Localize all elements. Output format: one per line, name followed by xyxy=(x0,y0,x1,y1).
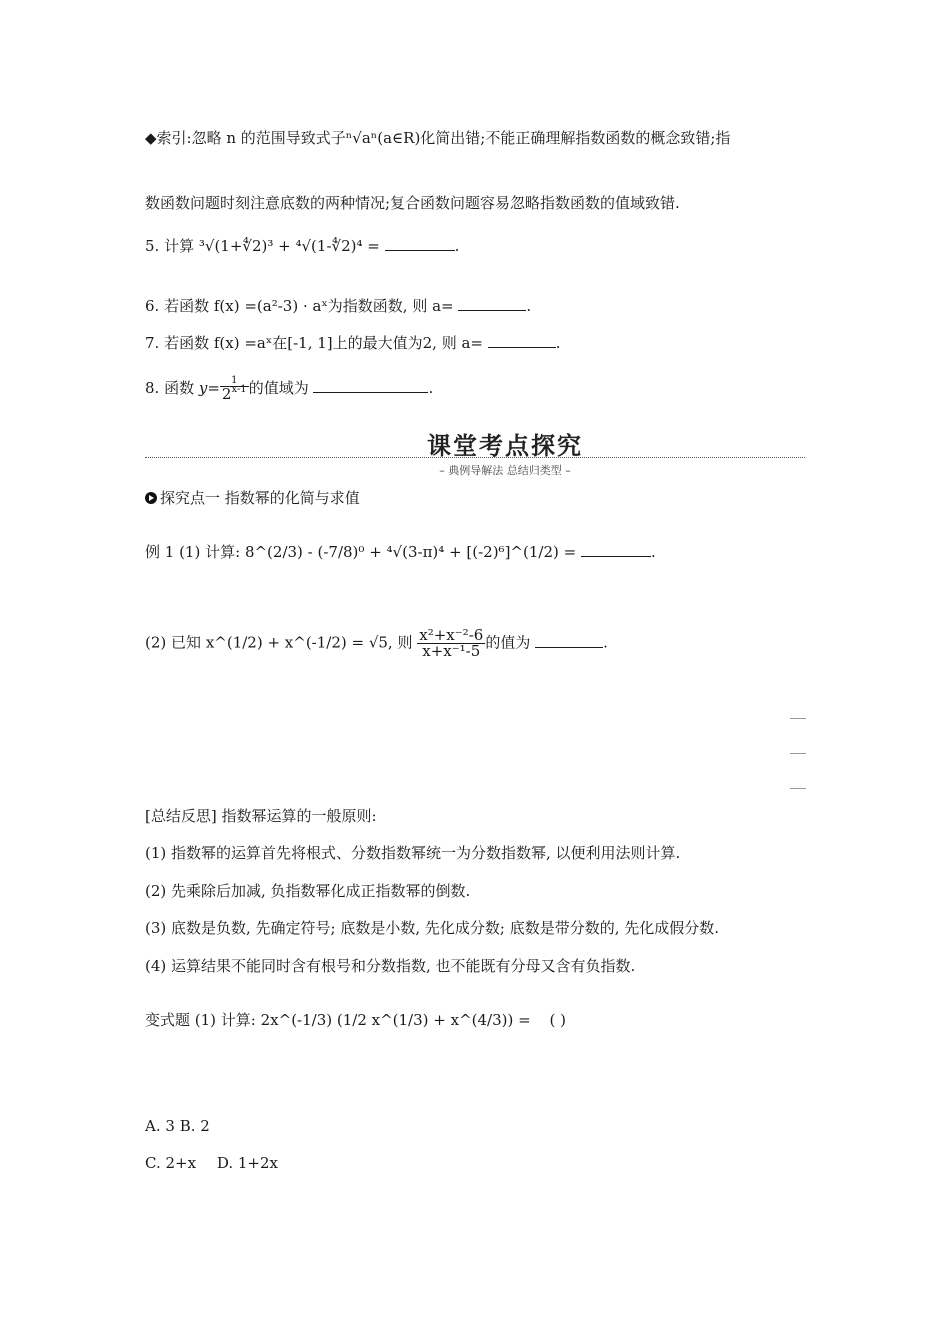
answer-blank xyxy=(458,296,526,311)
answer-blank xyxy=(535,633,603,648)
question-8-label: 8. 函数 xyxy=(145,379,195,397)
margin-mark xyxy=(790,788,806,789)
question-7-label: 7. 若函数 xyxy=(145,334,210,352)
section-title: 课堂考点探究 xyxy=(427,432,583,460)
summary-item: (1) 指数幂的运算首先将根式、分数指数幂统一为分数指数幂, 以便利用法则计算. xyxy=(145,844,681,862)
example-1-part-2-label: (2) 已知 xyxy=(145,633,202,652)
explore-point-1-label: 探究点一 指数幂的化简与求值 xyxy=(160,489,360,507)
answer-parentheses: ( ) xyxy=(549,1011,566,1029)
option-d: D. 1+2x xyxy=(216,1154,278,1172)
example-1-part-1: 例 1 (1) 计算: 8^(2/3) - (-7/8)⁰ + ⁴√(3-π)⁴ + [(-2)⁶]^(1/2) = . xyxy=(145,543,656,561)
margin-mark xyxy=(790,718,806,719)
variant-label: 变式题 (1) 计算: xyxy=(145,1011,256,1029)
fraction-denominator xyxy=(220,384,249,403)
play-marker-icon xyxy=(145,492,157,504)
example-1-part-2-tail: 的值为 xyxy=(485,633,531,652)
fraction-numerator: x²+x⁻²-6 xyxy=(419,626,484,644)
answer-blank xyxy=(313,378,428,393)
option-b: B. 2 xyxy=(179,1117,210,1135)
question-8: 8. 函数 y= $\frac{1}{2^{x-1}}$ 的值域为 . xyxy=(145,375,434,403)
summary-item: (3) 底数是负数, 先确定符号; 底数是小数, 先化成分数; 底数是带分数的, 先化成假分数. xyxy=(145,919,720,937)
option-a: A. 3 xyxy=(145,1117,175,1135)
question-6: 6. 若函数 f(x) =(a²-3) · aˣ为指数函数, 则 a= . xyxy=(145,297,532,315)
answer-blank xyxy=(488,333,556,348)
question-5-label: 5. 计算 xyxy=(145,237,195,255)
answer-blank xyxy=(385,236,455,251)
example-1-label: 例 1 (1) 计算: xyxy=(145,543,241,561)
question-8-fraction xyxy=(220,376,249,402)
summary-item: (2) 先乘除后加减, 负指数幂化成正指数幂的倒数. xyxy=(145,882,471,900)
margin-mark xyxy=(790,753,806,754)
example-1-expr: 8^(2/3) - (-7/8)⁰ + ⁴√(3-π)⁴ + [(-2)⁶]^(1/2) = xyxy=(244,543,577,561)
section-subtitle: – 典例导解法 总结归类型 – xyxy=(439,464,571,477)
summary-title: [总结反思] 指数幂运算的一般原则: xyxy=(145,807,377,825)
question-7: 7. 若函数 f(x) =aˣ在[-1, 1]上的最大值为2, 则 a= . xyxy=(145,334,561,352)
index-note-line2: 数函数问题时刻注意底数的两种情况;复合函数问题容易忽略指数函数的值域致错. xyxy=(145,194,680,212)
question-8-lhs: y= xyxy=(198,379,220,397)
answer-blank xyxy=(581,542,651,557)
question-5-expr: ³√(1+∜2)³ + ⁴√(1-∜2)⁴ = xyxy=(198,237,380,255)
question-7-expr: f(x) =aˣ在[-1, 1]上的最大值为2, 则 a= xyxy=(213,334,483,352)
example-1-part-2-condition: x^(1/2) + x^(-1/2) = √5, 则 xyxy=(205,633,413,652)
question-6-expr: f(x) =(a²-3) · aˣ为指数函数, 则 a= xyxy=(213,297,454,315)
question-6-label: 6. 若函数 xyxy=(145,297,210,315)
fraction-numerator: 1 xyxy=(220,376,249,387)
index-note-line1: ◆索引:忽略 n 的范围导致式子ⁿ√aⁿ(a∈R)化简出错;不能正确理解指数函数的概念致错;指 xyxy=(145,129,731,147)
power-exponent: x-1 xyxy=(231,384,247,395)
question-8-tail: 的值域为 xyxy=(248,379,309,397)
fraction-denominator: x+x⁻¹-5 xyxy=(422,642,481,660)
example-1-part-2-fraction xyxy=(417,628,485,659)
options-row-2 xyxy=(145,1153,278,1173)
explore-point-1 xyxy=(145,488,360,508)
option-c: C. 2+x xyxy=(145,1154,197,1172)
options-row-1 xyxy=(145,1116,210,1136)
example-1-part-2: (2) 已知 x^(1/2) + x^(-1/2) = √5, 则 $\frac{\text{x²+x⁻²-6}}{\text{x+x⁻¹-5}}$ 的值为 . xyxy=(145,626,608,660)
question-5: 5. 计算 ³√(1+∜2)³ + ⁴√(1-∜2)⁴ = . xyxy=(145,237,460,255)
summary-item: (4) 运算结果不能同时含有根号和分数指数, 也不能既有分母又含有负指数. xyxy=(145,957,636,975)
section-divider xyxy=(145,457,805,458)
power-base: 2 xyxy=(221,385,232,403)
variant-question xyxy=(145,1010,566,1030)
variant-expr: 2x^(-1/3) (1/2 x^(1/3) + x^(4/3)) = xyxy=(260,1011,531,1029)
